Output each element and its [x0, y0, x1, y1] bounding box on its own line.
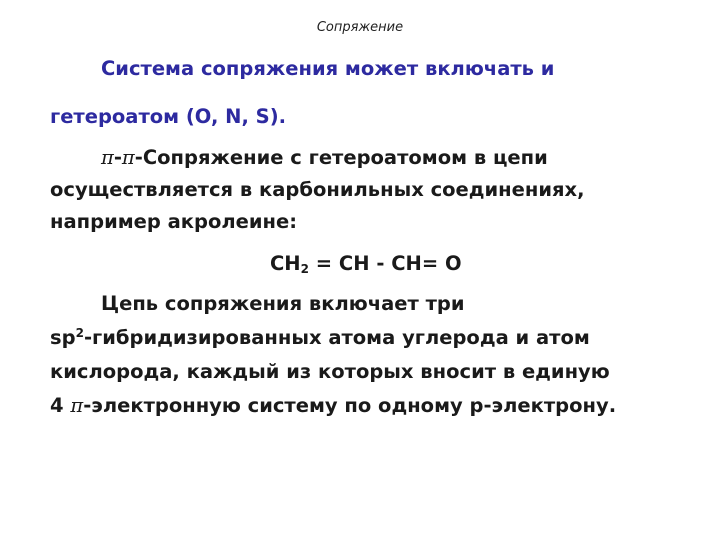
- paragraph2-line1: [101, 146, 548, 169]
- formula-rest: = CH - CH= O: [309, 252, 462, 275]
- paragraph2-line1-text: -Сопряжение с гетероатомом в цепи: [134, 146, 548, 169]
- pi-dash: -: [113, 146, 122, 169]
- formula-subscript: 2: [300, 262, 309, 276]
- paragraph3-line4: [50, 394, 616, 417]
- acrolein-formula: [270, 252, 462, 276]
- paragraph3-line1: Цепь сопряжения включает три: [101, 292, 465, 315]
- paragraph2-line3: например акролеине:: [50, 210, 298, 233]
- slide-header: Сопряжение: [316, 20, 404, 35]
- formula-ch: CH: [270, 252, 301, 275]
- pi-symbol: π: [70, 394, 84, 417]
- pi-symbol: π: [121, 146, 135, 169]
- paragraph2-line2: осуществляется в карбонильных соединениях,: [50, 178, 585, 201]
- sp-superscript: 2: [75, 326, 84, 340]
- paragraph1-line1: Система сопряжения может включать и: [101, 57, 555, 80]
- paragraph3-line2-text: -гибридизированных атома углерода и атом: [83, 326, 590, 349]
- sp-label: sp: [50, 326, 76, 349]
- paragraph3-line3: кислорода, каждый из которых вносит в единую: [50, 360, 610, 383]
- paragraph1-line2: гетероатом (O, N, S).: [50, 105, 287, 128]
- paragraph3-line4-text: -электронную систему по одному р-электрону.: [83, 394, 617, 417]
- paragraph3-line2: [50, 326, 590, 349]
- number-four: 4: [50, 394, 71, 417]
- pi-symbol: π: [101, 146, 114, 169]
